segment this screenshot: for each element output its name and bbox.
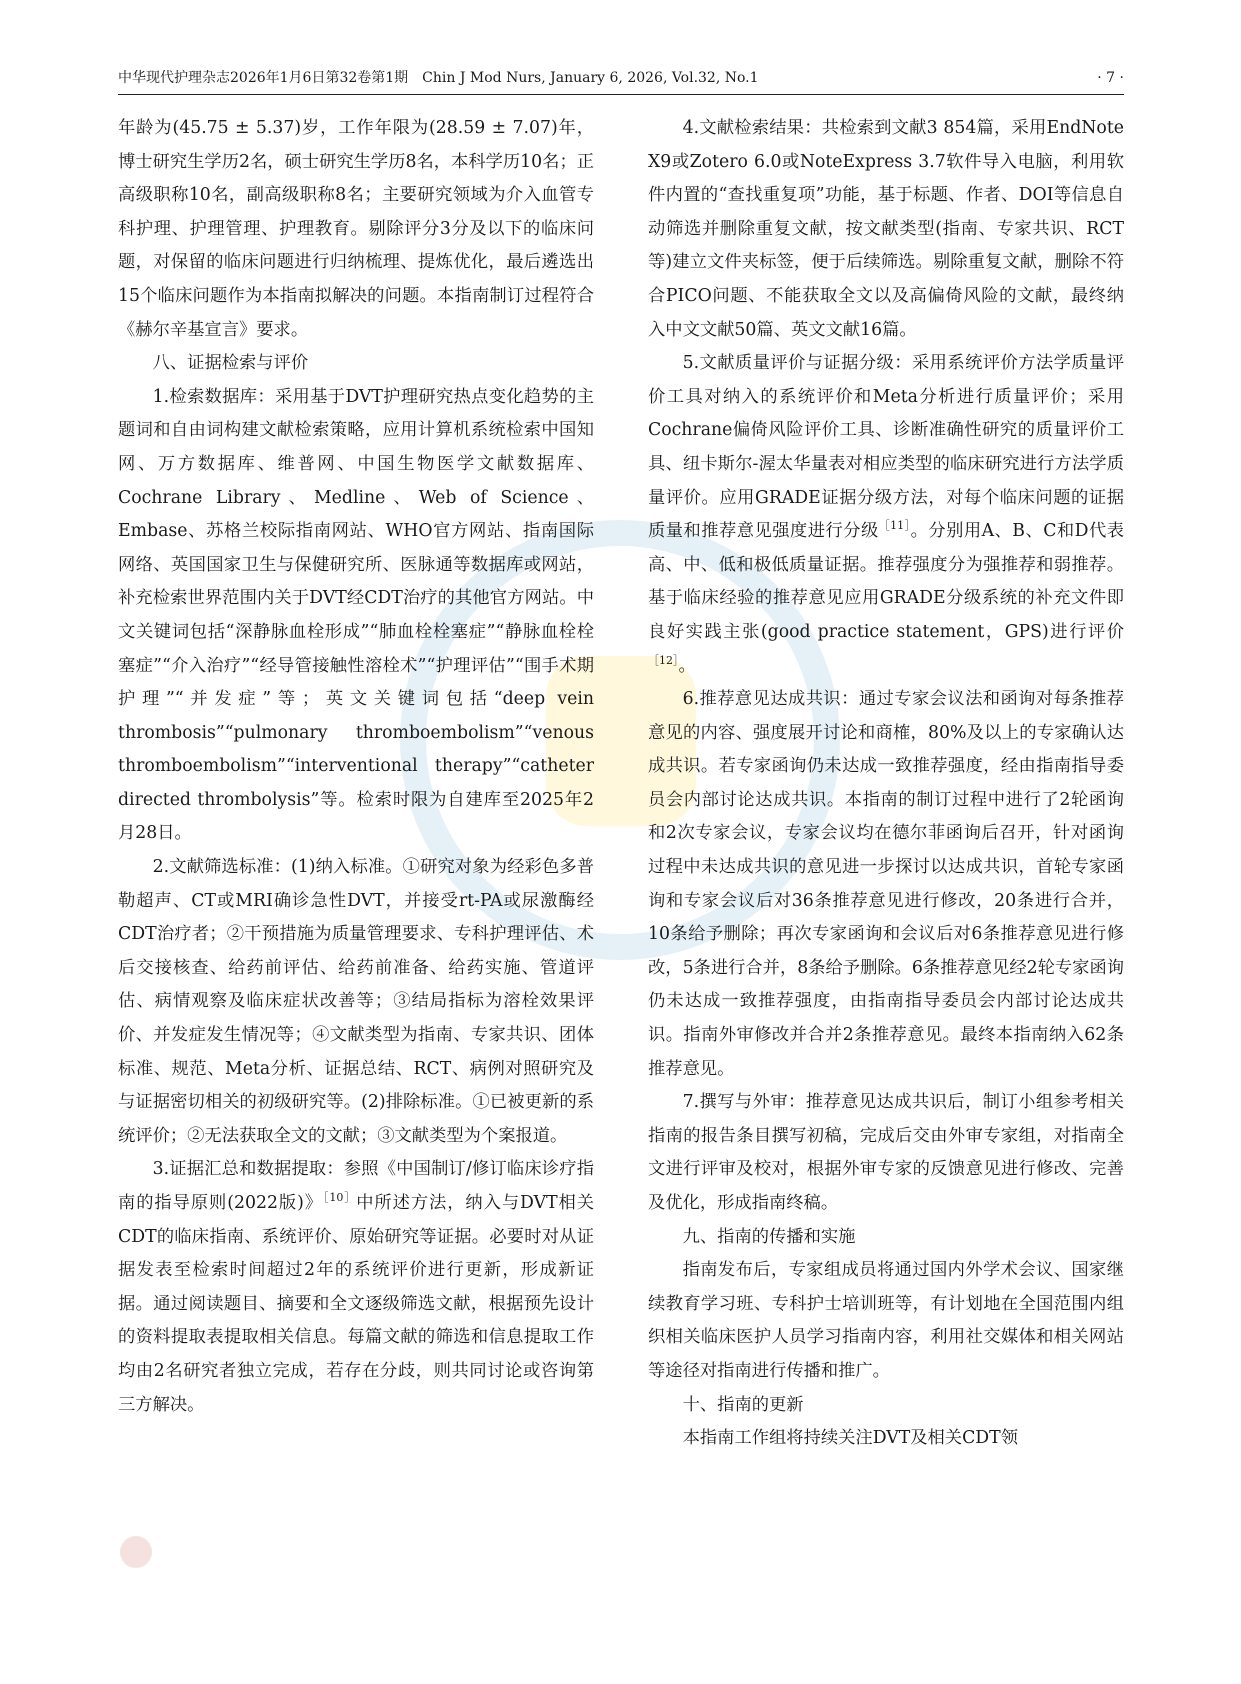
page-number: · 7 · [1097, 70, 1124, 86]
paragraph-text: 。 [678, 655, 696, 676]
paragraph [648, 347, 1124, 683]
publisher-stamp-logo [120, 1536, 152, 1568]
section-heading: 十、指南的更新 [682, 1394, 804, 1415]
paragraph: 本指南工作组将持续关注DVT及相关CDT领 [682, 1428, 1018, 1449]
citation-ref: ［10］ [322, 1191, 357, 1205]
journal-citation: 中华现代护理杂志2026年1月6日第32卷第1期 Chin J Mod Nurs, January 6, 2026, Vol.32, No.1 [118, 70, 759, 86]
citation-ref: ［12］ [648, 653, 679, 667]
paragraph [118, 1153, 594, 1422]
section-heading: 八、证据检索与评价 [152, 353, 309, 374]
paragraph: 7.撰写与外审：推荐意见达成共识后，制订小组参考相关指南的报告条目撰写初稿，完成后交由外审专家组，对指南全文进行评审及校对，根据外审专家的反馈意见进行修改、完善及优化，形成指南终稿。 [648, 1092, 1124, 1213]
left-column [118, 112, 594, 1422]
paragraph: 2.文献筛选标准：(1)纳入标准。①研究对象为经彩色多普勒超声、CT或MRI确诊急性DVT，并接受rt-PA或尿激酶经CDT治疗者；②干预措施为质量管理要求、专科护理评估、术后交接核查、给药前评估、给药前准备、给药实施、管道评估、病情观察及临床症状改善等；③结局指标为溶栓效果评价、并发症发生情况等；④文献类型为指南、专家共识、团体标准、规范、Meta分析、证据总结、RCT、病例对照研究及与证据密切相关的初级研究等。(2)排除标准。①已被更新的系统评价；②无法获取全文的文献；③文献类型为个案报道。 [118, 857, 594, 1146]
paragraph-text: 5.文献质量评价与证据分级：采用系统评价方法学质量评价工具对纳入的系统评价和Meta分析进行质量评价；采用Cochrane偏倚风险评价工具、诊断准确性研究的质量评价工具、纽卡斯尔-渥太华量表对相应类型的临床研究进行方法学质量评价。应用GRADE证据分级方法，对每个临床问题的证据质量和推荐意见强度进行分级 [648, 353, 1124, 542]
paragraph: 4.文献检索结果：共检索到文献3 854篇，采用EndNote X9或Zotero 6.0或NoteExpress 3.7软件导入电脑，利用软件内置的“查找重复项”功能，基于标题、作者、DOI等信息自动筛选并删除重复文献，按文献类型(指南、专家共识、RCT等)建立文件夹标签，便于后续筛选。剔除重复文献，删除不符合PICO问题、不能获取全文以及高偏倚风险的文献，最终纳入中文文献50篇、英文文献16篇。 [648, 118, 1124, 340]
paragraph-text: 中所述方法，纳入与DVT相关CDT的临床指南、系统评价、原始研究等证据。必要时对从证据发表至检索时间超过2年的系统评价进行更新，形成新证据。通过阅读题目、摘要和全文逐级筛选文献，根据预先设计的资料提取表提取相关信息。每篇文献的筛选和信息提取工作均由2名研究者独立完成，若存在分歧，则共同讨论或咨询第三方解决。 [118, 1193, 594, 1415]
running-header [118, 66, 1124, 95]
paragraph: 指南发布后，专家组成员将通过国内外学术会议、国家继续教育学习班、专科护士培训班等，有计划地在全国范围内组织相关临床医护人员学习指南内容，利用社交媒体和相关网站等途径对指南进行传播和推广。 [648, 1260, 1124, 1381]
citation-ref: ［11］ [878, 519, 911, 533]
paragraph: 年龄为(45.75 ± 5.37)岁，工作年限为(28.59 ± 7.07)年，博士研究生学历2名，硕士研究生学历8名，本科学历10名；正高级职称10名，副高级职称8名；主要研究领域为介入血管专科护理、护理管理、护理教育。剔除评分3分及以下的临床问题，对保留的临床问题进行归纳梳理、提炼优化，最后遴选出15个临床问题作为本指南拟解决的问题。本指南制订过程符合《赫尔辛基宣言》要求。 [118, 118, 595, 340]
right-column [648, 112, 1124, 1456]
paragraph: 6.推荐意见达成共识：通过专家会议法和函询对每条推荐意见的内容、强度展开讨论和商榷，80%及以上的专家确认达成共识。若专家函询仍未达成一致推荐强度，经由指南指导委员会内部讨论达成共识。本指南的制订过程中进行了2轮函询和2次专家会议，专家会议均在德尔菲函询后召开，针对函询过程中未达成共识的意见进一步探讨以达成共识，首轮专家函询和专家会议后对36条推荐意见进行修改，20条进行合并，10条给予删除；再次专家函询和会议后对6条推荐意见进行修改，5条进行合并，8条给予删除。6条推荐意见经2轮专家函询仍未达成一致推荐强度，由指南指导委员会内部讨论达成共识。指南外审修改并合并2条推荐意见。最终本指南纳入62条推荐意见。 [648, 689, 1125, 1079]
paragraph-text: 。分别用A、B、C和D代表高、中、低和极低质量证据。推荐强度分为强推荐和弱推荐。基于临床经验的推荐意见应用GRADE分级系统的补充文件即良好实践主张(good practice statement，GPS)进行评价 [648, 521, 1124, 642]
section-heading: 九、指南的传播和实施 [682, 1226, 856, 1247]
paragraph: 1.检索数据库：采用基于DVT护理研究热点变化趋势的主题词和自由词构建文献检索策略，应用计算机系统检索中国知网、万方数据库、维普网、中国生物医学文献数据库、Cochrane Library、Medline、Web of Science、Embase、苏格兰校际指南网站、WHO官方网站、指南国际网络、英国国家卫生与保健研究所、医脉通等数据库或网站，补充检索世界范围内关于DVT经CDT治疗的其他官方网站。中文关键词包括“深静脉血栓形成”“肺血栓栓塞症”“静脉血栓栓塞症”“介入治疗”“经导管接触性溶栓术”“护理评估”“围手术期护理”“并发症”等；英文关键词包括“deep vein thrombosis”“pulmonary thromboembolism”“venous thromboembolism”“interventional therapy”“catheter directed thrombolysis”等。检索时限为自建库至2025年2月28日。 [118, 386, 594, 844]
paragraph-text: 3.证据汇总和数据提取：参照《中国制订/修订临床诊疗指南的指导原则(2022版)》 [118, 1159, 594, 1213]
